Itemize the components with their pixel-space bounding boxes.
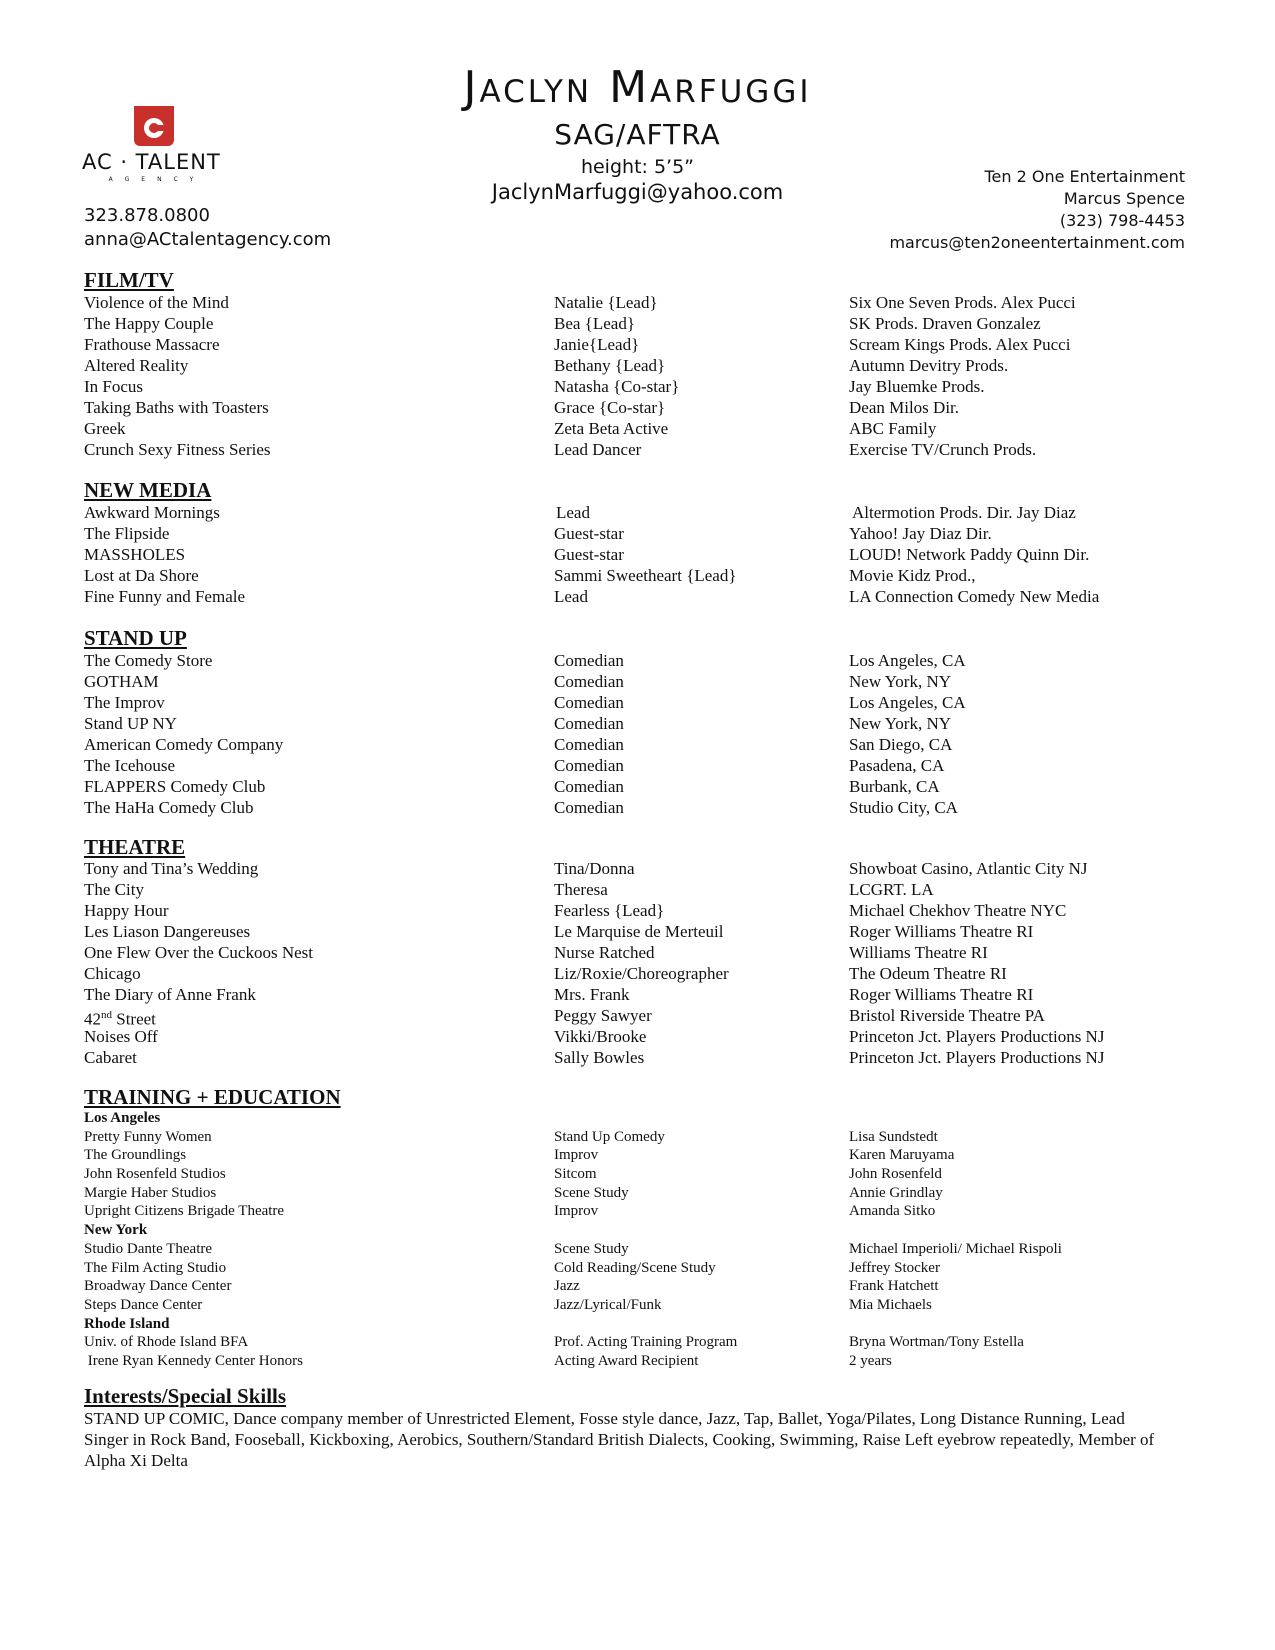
credit-title: In Focus (84, 377, 144, 396)
training-row (84, 1184, 1194, 1203)
actor-email[interactable]: JaclynMarfuggi@yahoo.com (491, 180, 784, 204)
agency-logo-icon (134, 106, 174, 146)
credit-role: Janie{Lead} (554, 335, 640, 354)
credit-row (84, 942, 1194, 963)
credit-venue: Roger Williams Theatre RI (849, 985, 1034, 1004)
training-teacher: Frank Hatchett (849, 1278, 939, 1295)
credit-title: The City (84, 880, 144, 899)
school-name: Margie Haber Studios (84, 1184, 217, 1201)
credit-role: Natalie {Lead} (554, 293, 658, 312)
credit-role: Grace {Co-star} (554, 398, 666, 417)
location-label: Los Angeles (84, 1110, 161, 1126)
credit-role: Comedian (554, 651, 624, 670)
credit-row (84, 292, 1194, 313)
training-subject: Prof. Acting Training Program (554, 1334, 738, 1351)
training-list (84, 1109, 1194, 1371)
credit-role: Lead Dancer (554, 440, 642, 459)
stand-up-list (84, 650, 1194, 818)
venue-name: Stand UP NY (84, 714, 177, 733)
training-teacher: Lisa Sundstedt (849, 1128, 938, 1145)
credit-title: Awkward Mornings (84, 503, 220, 522)
credit-role: Zeta Beta Active (554, 419, 669, 438)
credit-role: Theresa (554, 880, 608, 899)
credit-role: Lead (554, 587, 588, 606)
credit-title: Greek (84, 419, 126, 438)
credit-role: Bea {Lead} (554, 314, 635, 333)
credit-row (84, 439, 1194, 460)
training-row (84, 1277, 1194, 1296)
section-title-skills: Interests/Special Skills (84, 1384, 287, 1408)
school-name: The Film Acting Studio (84, 1259, 227, 1276)
theatre-list (84, 858, 1194, 1068)
credit-row (84, 418, 1194, 439)
credit-producer: Movie Kidz Prod., (849, 566, 976, 585)
agency-phone[interactable]: 323.878.0800 (84, 205, 210, 226)
credit-producer: Scream Kings Prods. Alex Pucci (849, 335, 1071, 354)
credit-role: Comedian (554, 714, 624, 733)
section-title-film-tv: FILM/TV (84, 268, 174, 292)
training-row (84, 1128, 1194, 1147)
agency-logo-text: AC · TALENT (82, 150, 221, 174)
training-teacher: Mia Michaels (849, 1296, 932, 1313)
credit-row (84, 797, 1194, 818)
credit-row (84, 755, 1194, 776)
credit-role: Nurse Ratched (554, 943, 655, 962)
venue-location: New York, NY (849, 714, 952, 733)
credit-title: Chicago (84, 964, 141, 983)
credit-row (84, 776, 1194, 797)
training-subject: Jazz/Lyrical/Funk (554, 1296, 662, 1313)
management-phone[interactable]: (323) 798-4453 (1059, 211, 1185, 230)
credit-role: Mrs. Frank (554, 985, 630, 1004)
credit-title: Crunch Sexy Fitness Series (84, 440, 271, 459)
training-row (84, 1240, 1194, 1259)
training-teacher: Jeffrey Stocker (849, 1259, 940, 1276)
credit-title: Tony and Tina’s Wedding (84, 859, 259, 878)
training-row (84, 1146, 1194, 1165)
school-name: Studio Dante Theatre (84, 1240, 213, 1257)
credit-venue: Princeton Jct. Players Productions NJ (849, 1027, 1105, 1046)
management-contact-name: Marcus Spence (1063, 189, 1185, 208)
credit-row (84, 858, 1194, 879)
credit-producer: SK Prods. Draven Gonzalez (849, 314, 1041, 333)
management-contact (889, 166, 1185, 254)
credit-title: Violence of the Mind (84, 293, 229, 312)
credit-role: Bethany {Lead} (554, 356, 666, 375)
venue-location: New York, NY (849, 672, 952, 691)
credit-row (84, 1047, 1194, 1068)
training-subject: Stand Up Comedy (554, 1128, 665, 1145)
credit-title: 42nd Street (84, 1009, 156, 1029)
venue-name: GOTHAM (84, 672, 159, 691)
training-teacher: John Rosenfeld (849, 1166, 942, 1183)
training-teacher: Karen Maruyama (849, 1147, 955, 1164)
venue-location: Pasadena, CA (849, 756, 945, 775)
credit-producer: LA Connection Comedy New Media (849, 587, 1100, 606)
training-teacher: 2 years (849, 1352, 892, 1369)
credit-row (84, 900, 1194, 921)
credit-row (84, 1005, 1194, 1029)
training-group-label (84, 1109, 1194, 1128)
film-tv-list (84, 292, 1194, 460)
training-teacher: Annie Grindlay (849, 1184, 943, 1201)
venue-name: The Icehouse (84, 756, 176, 775)
credit-row (84, 671, 1194, 692)
training-subject: Sitcom (554, 1166, 597, 1183)
school-name: Upright Citizens Brigade Theatre (84, 1203, 285, 1220)
credit-title: The Happy Couple (84, 314, 214, 333)
credit-title: Taking Baths with Toasters (84, 398, 269, 417)
credit-role: Liz/Roxie/Choreographer (554, 964, 729, 983)
credit-row (84, 565, 1194, 586)
credit-role: Guest-star (554, 524, 624, 543)
agency-logo (82, 106, 232, 186)
training-row (84, 1165, 1194, 1184)
credit-venue: Showboat Casino, Atlantic City NJ (849, 859, 1088, 878)
venue-location: Los Angeles, CA (849, 693, 966, 712)
training-row (84, 1333, 1194, 1352)
credit-title: Les Liason Dangereuses (84, 922, 251, 941)
credit-title: MASSHOLES (84, 545, 186, 564)
credit-row (84, 984, 1194, 1005)
credit-producer: LOUD! Network Paddy Quinn Dir. (849, 545, 1090, 564)
venue-name: The Improv (84, 693, 165, 712)
agency-email[interactable]: anna@ACtalentagency.com (84, 229, 332, 250)
credit-row (84, 921, 1194, 942)
credit-row (84, 963, 1194, 984)
training-group-label (84, 1221, 1194, 1240)
venue-name: The Comedy Store (84, 651, 213, 670)
credit-row (84, 397, 1194, 418)
venue-location: San Diego, CA (849, 735, 953, 754)
credit-row (84, 376, 1194, 397)
credit-role: Lead (556, 503, 590, 522)
school-name: Broadway Dance Center (84, 1278, 232, 1295)
location-label: Rhode Island (84, 1315, 170, 1332)
school-name: Univ. of Rhode Island BFA (84, 1334, 249, 1351)
venue-name: The HaHa Comedy Club (84, 798, 254, 817)
credit-producer: Six One Seven Prods. Alex Pucci (849, 293, 1076, 312)
credit-role: Le Marquise de Merteuil (554, 922, 724, 941)
venue-location: Burbank, CA (849, 777, 940, 796)
school-name: Irene Ryan Kennedy Center Honors (84, 1352, 303, 1369)
skills-text: STAND UP COMIC, Dance company member of Unrestricted Element, Fosse style dance, Jazz, Tap, Ballet, Yoga/Pilates, Long Distance Running, Lead Singer in Rock Band, Fooseball, Kickboxing, Aerobics, Southern/Standard British Dialects, Cooking, Swimming, Raise Left eyebrow repeatedly, Member of Alpha Xi Delta (84, 1409, 1155, 1470)
credit-role: Tina/Donna (554, 859, 635, 878)
credit-row (84, 734, 1194, 755)
credit-row (84, 313, 1194, 334)
credit-row (84, 334, 1194, 355)
credit-venue: The Odeum Theatre RI (849, 964, 1007, 983)
training-group-label (84, 1315, 1194, 1334)
credit-title: Altered Reality (84, 356, 189, 375)
credit-venue: Michael Chekhov Theatre NYC (849, 901, 1067, 920)
credit-title: The Diary of Anne Frank (84, 985, 256, 1004)
credit-row (84, 544, 1194, 565)
actor-name: Jaclyn Marfuggi (463, 62, 812, 113)
location-label: New York (84, 1222, 148, 1239)
credit-role: Peggy Sawyer (554, 1006, 652, 1025)
agency-logo-subtext: AGENCY (108, 176, 206, 183)
credit-producer: Autumn Devitry Prods. (849, 356, 1009, 375)
credit-producer: Exercise TV/Crunch Prods. (849, 440, 1037, 459)
credit-venue: Williams Theatre RI (849, 943, 988, 962)
training-row (84, 1296, 1194, 1315)
credit-row (84, 355, 1194, 376)
credit-row (84, 692, 1194, 713)
section-title-stand-up: STAND UP (84, 626, 187, 650)
credit-venue: Roger Williams Theatre RI (849, 922, 1034, 941)
credit-title: Cabaret (84, 1048, 137, 1067)
training-subject: Cold Reading/Scene Study (554, 1259, 716, 1276)
venue-name: FLAPPERS Comedy Club (84, 777, 266, 796)
credit-title: Happy Hour (84, 901, 169, 920)
training-teacher: Michael Imperioli/ Michael Rispoli (849, 1240, 1062, 1257)
training-subject: Jazz (554, 1278, 580, 1295)
credit-title: Lost at Da Shore (84, 566, 199, 585)
venue-name: American Comedy Company (84, 735, 284, 754)
training-subject: Improv (554, 1147, 599, 1164)
section-title-training: TRAINING + EDUCATION (84, 1085, 341, 1109)
training-row (84, 1202, 1194, 1221)
credit-role: Comedian (554, 672, 624, 691)
management-company: Ten 2 One Entertainment (984, 167, 1185, 186)
school-name: John Rosenfeld Studios (84, 1166, 226, 1183)
credit-role: Guest-star (554, 545, 624, 564)
credit-row (84, 502, 1194, 523)
training-subject: Improv (554, 1203, 599, 1220)
credit-title: One Flew Over the Cuckoos Nest (84, 943, 313, 962)
credit-producer: Yahoo! Jay Diaz Dir. (849, 524, 992, 543)
training-row (84, 1352, 1194, 1371)
credit-row (84, 1026, 1194, 1047)
school-name: The Groundlings (84, 1147, 187, 1164)
credit-producer: ABC Family (849, 419, 937, 438)
credit-title: The Flipside (84, 524, 170, 543)
school-name: Pretty Funny Women (84, 1128, 212, 1145)
training-subject: Scene Study (554, 1240, 629, 1257)
credit-row (84, 713, 1194, 734)
credit-venue: LCGRT. LA (849, 880, 934, 899)
credit-role: Fearless {Lead} (554, 901, 665, 920)
training-teacher: Amanda Sitko (849, 1203, 936, 1220)
venue-location: Studio City, CA (849, 798, 958, 817)
school-name: Steps Dance Center (84, 1296, 203, 1313)
credit-role: Comedian (554, 756, 624, 775)
credit-role: Natasha {Co-star} (554, 377, 680, 396)
management-email[interactable]: marcus@ten2oneentertainment.com (889, 233, 1185, 252)
training-subject: Acting Award Recipient (554, 1352, 699, 1369)
credit-role: Comedian (554, 777, 624, 796)
credit-role: Comedian (554, 735, 624, 754)
credit-role: Sammi Sweetheart {Lead} (554, 566, 737, 585)
section-title-theatre: THEATRE (84, 835, 186, 859)
credit-row (84, 650, 1194, 671)
actor-height: height: 5’5” (580, 156, 695, 178)
credit-role: Comedian (554, 798, 624, 817)
credit-producer: Altermotion Prods. Dir. Jay Diaz (852, 503, 1076, 522)
credit-producer: Jay Bluemke Prods. (849, 377, 985, 396)
credit-title: Fine Funny and Female (84, 587, 246, 606)
union-affiliation: SAG/AFTRA (554, 118, 721, 151)
credit-venue: Bristol Riverside Theatre PA (849, 1006, 1045, 1025)
training-row (84, 1259, 1194, 1278)
new-media-list (84, 502, 1194, 607)
credit-role: Comedian (554, 693, 624, 712)
credit-role: Sally Bowles (554, 1048, 645, 1067)
training-teacher: Bryna Wortman/Tony Estella (849, 1334, 1024, 1351)
section-title-new-media: NEW MEDIA (84, 478, 212, 502)
credit-venue: Princeton Jct. Players Productions NJ (849, 1048, 1105, 1067)
venue-location: Los Angeles, CA (849, 651, 966, 670)
training-subject: Scene Study (554, 1184, 629, 1201)
credit-row (84, 879, 1194, 900)
credit-producer: Dean Milos Dir. (849, 398, 960, 417)
credit-row (84, 586, 1194, 607)
credit-title: Noises Off (84, 1027, 158, 1046)
credit-role: Vikki/Brooke (554, 1027, 647, 1046)
credit-title: Frathouse Massacre (84, 335, 220, 354)
credit-row (84, 523, 1194, 544)
